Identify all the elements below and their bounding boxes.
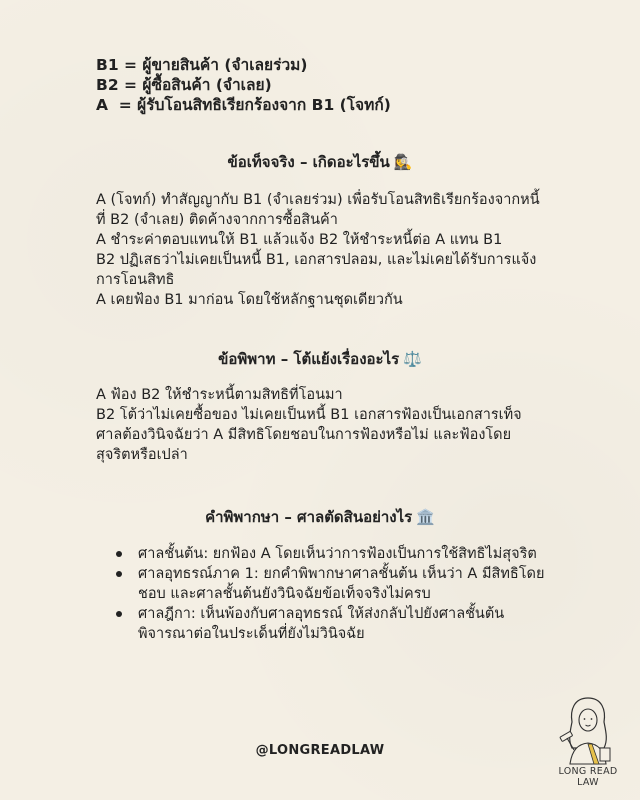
facts-line: A (โจทก์) ทำสัญญากับ B1 (จำเลยร่วม) เพื่อรับโอนสิทธิเรียกร้องจากหนี้ (96, 192, 540, 208)
bullet-icon (116, 571, 122, 577)
facts-paragraph (96, 190, 576, 310)
judgment-line: ชอบ และศาลชั้นต้นยังวินิจฉัยข้อเท็จจริงไม่ครบ (138, 586, 431, 602)
judgment-item-supreme (116, 604, 586, 644)
definition-b1: B1 = ผู้ขายสินค้า (จำเลยร่วม) (96, 56, 308, 74)
dispute-line: A ฟ้อง B2 ให้ชำระหนี้ตามสิทธิที่โอนมา (96, 387, 343, 403)
judgment-heading (0, 505, 640, 529)
judgment-list (116, 544, 586, 644)
facts-line: B2 ปฏิเสธว่าไม่เคยเป็นหนี้ B1, เอกสารปลอม, และไม่เคยได้รับการแจ้ง (96, 252, 537, 268)
courthouse-icon: 🏛️ (416, 508, 435, 526)
dispute-line: สุจริตหรือเปล่า (96, 447, 188, 463)
facts-line: A ชำระค่าตอบแทนให้ B1 แล้วแจ้ง B2 ให้ชำระหนี้ต่อ A แทน B1 (96, 232, 503, 248)
definition-b2: B2 = ผู้ซื้อสินค้า (จำเลย) (96, 76, 272, 94)
dispute-paragraph (96, 385, 576, 465)
judgment-line: ศาลฎีกา: เห็นพ้องกับศาลอุทธรณ์ ให้ส่งกลับไปยังศาลชั้นต้น (138, 606, 505, 622)
social-handle: @LONGREADLAW (255, 743, 385, 758)
facts-heading-text: ข้อเท็จจริง – เกิดอะไรขึ้น (227, 153, 390, 171)
facts-line: A เคยฟ้อง B1 มาก่อน โดยใช้หลักฐานชุดเดียวกัน (96, 292, 403, 308)
judgment-line: พิจารณาต่อในประเด็นที่ยังไม่วินิจฉัย (138, 626, 365, 642)
logo-text-line2: LAW (577, 777, 599, 788)
definitions-block (96, 55, 391, 115)
facts-line: ที่ B2 (จำเลย) ติดค้างจากการซื้อสินค้า (96, 212, 338, 228)
judgment-line: ศาลชั้นต้น: ยกฟ้อง A โดยเห็นว่าการฟ้องเป็นการใช้สิทธิไม่สุจริต (138, 546, 537, 562)
dispute-heading-text: ข้อพิพาท – โต้แย้งเรื่องอะไร (218, 350, 400, 368)
facts-heading (0, 150, 640, 174)
judgment-item-appeal (116, 564, 586, 604)
facts-line: การโอนสิทธิ (96, 272, 175, 288)
bullet-icon (116, 611, 122, 617)
judgment-heading-text: คำพิพากษา – ศาลตัดสินอย่างไร (205, 508, 413, 526)
judgment-line: ศาลอุทธรณ์ภาค 1: ยกคำพิพากษาศาลชั้นต้น เห็นว่า A มีสิทธิโดย (138, 566, 545, 582)
logo-text-line1: LONG READ (558, 766, 618, 777)
scales-icon: ⚖️ (403, 350, 422, 368)
dispute-heading (0, 347, 640, 371)
definition-a: A = ผู้รับโอนสิทธิเรียกร้องจาก B1 (โจทก์) (96, 96, 391, 114)
detective-icon: 🕵️‍♀️ (393, 153, 413, 171)
judgment-item-first-instance (116, 544, 586, 564)
bullet-icon (116, 551, 122, 557)
dispute-line: B2 โต้ว่าไม่เคยซื้อของ ไม่เคยเป็นหนี้ B1 เอกสารฟ้องเป็นเอกสารเท็จ (96, 407, 522, 423)
dispute-line: ศาลต้องวินิจฉัยว่า A มีสิทธิโดยชอบในการฟ้องหรือไม่ และฟ้องโดย (96, 427, 512, 443)
logo-text (548, 766, 628, 788)
